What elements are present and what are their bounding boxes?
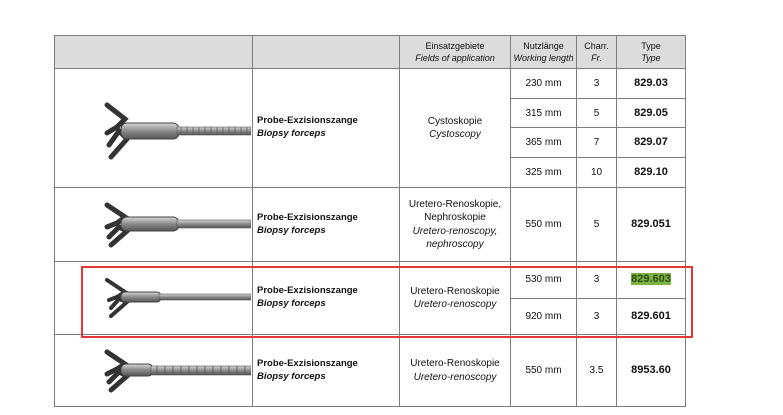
header-fields-en: Fields of application xyxy=(415,53,495,63)
header-charr-de: Charr. xyxy=(584,40,609,51)
instrument-name-de: Probe-Exzisionszange xyxy=(257,285,358,297)
working-length-cell: 230 mm xyxy=(511,69,577,99)
product-table xyxy=(54,35,686,407)
instrument-name-en: Biopsy forceps xyxy=(257,370,326,382)
type-cell: 829.10 xyxy=(617,157,686,187)
working-length-cell: 365 mm xyxy=(511,128,577,157)
biopsy-forceps-icon xyxy=(55,336,251,406)
type-cell: 829.601 xyxy=(617,298,686,335)
working-length-cell: 920 mm xyxy=(511,298,577,335)
field-en: Cystoscopy xyxy=(429,129,481,140)
working-length-cell: 550 mm xyxy=(511,188,577,262)
table-row xyxy=(55,69,686,99)
working-length-cell: 315 mm xyxy=(511,99,577,128)
field-of-application-cell xyxy=(400,69,511,188)
working-length-cell: 530 mm xyxy=(511,262,577,299)
field-en: Uretero-renoscopy, nephroscopy xyxy=(412,225,498,250)
field-de: Uretero-Renoskopie xyxy=(410,285,500,297)
charr-cell: 3 xyxy=(577,262,617,299)
header-length-cell xyxy=(511,36,577,69)
charr-cell: 3.5 xyxy=(577,335,617,407)
field-en: Uretero-renoscopy xyxy=(413,299,497,310)
header-image-cell xyxy=(55,36,253,69)
biopsy-forceps-icon xyxy=(55,189,251,261)
highlighted-type: 829.603 xyxy=(631,273,671,286)
header-length-en: Working length xyxy=(513,53,574,63)
field-de: Uretero-Renoskopie, Nephroskopie xyxy=(408,198,502,223)
field-de: Uretero-Renoskopie xyxy=(410,358,500,369)
header-length-de: Nutzlänge xyxy=(523,40,564,51)
highlight-box xyxy=(81,266,693,338)
charr-cell: 3 xyxy=(577,69,617,99)
instrument-name-de: Probe-Exzisionszange xyxy=(257,357,358,369)
field-of-application-cell xyxy=(400,188,511,262)
header-fields-cell xyxy=(400,36,511,69)
charr-cell: 3 xyxy=(577,298,617,335)
field-de: Cystoskopie xyxy=(427,115,483,127)
working-length-cell: 325 mm xyxy=(511,157,577,187)
table-row xyxy=(55,188,686,262)
type-cell: 829.05 xyxy=(617,99,686,128)
header-charr-cell xyxy=(577,36,617,69)
instrument-name-en: Biopsy forceps xyxy=(257,224,326,236)
type-cell: 8953.60 xyxy=(617,335,686,407)
header-type-en: Type xyxy=(641,53,661,63)
biopsy-forceps-icon xyxy=(55,69,251,187)
instrument-image-cell xyxy=(55,335,253,407)
header-type-de: Type xyxy=(641,40,661,51)
instrument-image-cell xyxy=(55,188,253,262)
instrument-image-cell xyxy=(55,69,253,188)
table-header-row xyxy=(55,36,686,69)
instrument-name-cell xyxy=(253,188,400,262)
header-name-cell xyxy=(253,36,400,69)
type-cell: 829.051 xyxy=(617,188,686,262)
header-type-cell xyxy=(617,36,686,69)
instrument-name-de: Probe-Exzisionszange xyxy=(257,211,358,223)
instrument-name-de: Probe-Exzisionszange xyxy=(257,115,358,127)
instrument-name-cell xyxy=(253,335,400,407)
charr-cell: 5 xyxy=(577,188,617,262)
field-en: Uretero-renoscopy xyxy=(413,371,497,383)
working-length-cell: 550 mm xyxy=(511,335,577,407)
instrument-name-en: Biopsy forceps xyxy=(257,128,326,139)
instrument-name-cell xyxy=(253,69,400,188)
charr-cell: 5 xyxy=(577,99,617,128)
table-row xyxy=(55,335,686,407)
charr-cell: 10 xyxy=(577,157,617,187)
charr-cell: 7 xyxy=(577,128,617,157)
type-cell: 829.07 xyxy=(617,128,686,157)
type-cell: 829.03 xyxy=(617,69,686,99)
header-charr-en: Fr. xyxy=(591,53,602,63)
instrument-name-en: Biopsy forceps xyxy=(257,298,326,309)
field-of-application-cell xyxy=(400,335,511,407)
header-fields-de: Einsatzgebiete xyxy=(425,40,485,51)
